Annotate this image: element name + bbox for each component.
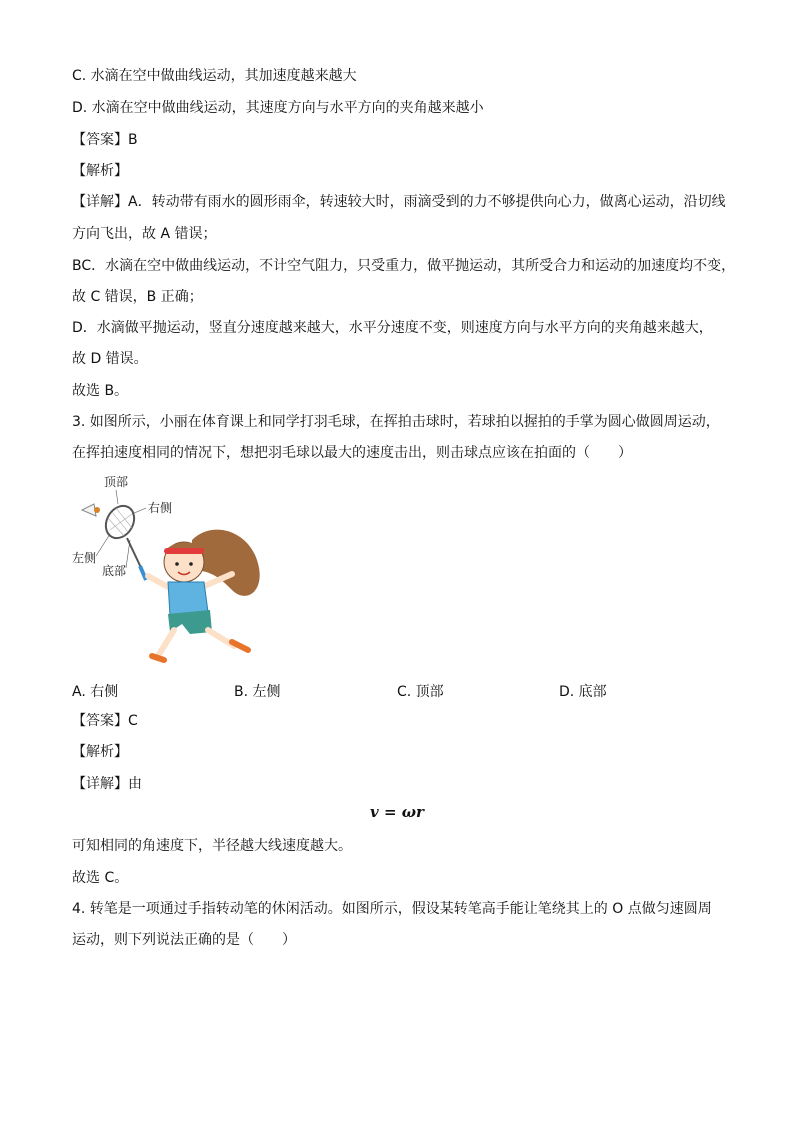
analysis-label-2: 【解析】: [72, 744, 128, 760]
detail-line-6: 故 D 错误。: [72, 351, 148, 367]
question-3-line-1: 3. 如图所示，小丽在体育课上和同学打羽毛球，在挥拍击球时，若球拍以握拍的手掌为圆心做圆周运动，: [72, 414, 720, 430]
choose-b: 故选 B。: [72, 383, 129, 399]
label-right: 右侧: [148, 501, 173, 515]
choose-c: 故选 C。: [72, 870, 129, 886]
detail-line-1: 【详解】A．转动带有雨水的圆形雨伞，转速较大时，雨滴受到的力不够提供向心力，做离心运动，沿切线: [72, 194, 726, 210]
formula: v = ωr: [370, 803, 424, 821]
detail-line-5: D．水滴做平抛运动，竖直分速度越来越大，水平分速度不变，则速度方向与水平方向的夹角越来越大，: [72, 320, 713, 336]
option-c[interactable]: C. 顶部: [397, 684, 444, 700]
label-left: 左侧: [72, 551, 97, 565]
conclusion-text: 可知相同的角速度下，半径越大线速度越大。: [72, 838, 352, 854]
answer-label-2: 【答案】C: [72, 713, 138, 729]
detail-line-4: 故 C 错误，B 正确；: [72, 289, 203, 305]
options-row: [72, 681, 732, 701]
headband-shape: [164, 548, 204, 554]
option-b[interactable]: B. 左侧: [234, 684, 281, 700]
option-d[interactable]: D. 底部: [559, 684, 607, 700]
detail-label-2: 【详解】由: [72, 776, 142, 792]
question-4-line-2: 运动，则下列说法正确的是（ ）: [72, 932, 296, 948]
badminton-figure: [72, 470, 272, 670]
option-d-text: D. 水滴在空中做曲线运动，其速度方向与水平方向的夹角越来越小: [72, 100, 484, 116]
answer-label: 【答案】B: [72, 132, 138, 148]
question-4-line-1: 4. 转笔是一项通过手指转动笔的休闲活动。如图所示，假设某转笔高手能让笔绕其上的 O 点做匀速圆周: [72, 901, 712, 917]
analysis-label: 【解析】: [72, 163, 128, 179]
label-bottom: 底部: [102, 564, 127, 578]
shuttlecock-icon: [82, 504, 100, 516]
option-c-text: C. 水滴在空中做曲线运动，其加速度越来越大: [72, 68, 357, 84]
option-a[interactable]: A. 右侧: [72, 684, 119, 700]
detail-line-2: 方向飞出，故 A 错误；: [72, 226, 217, 242]
label-top: 顶部: [104, 475, 129, 489]
question-3-line-2: 在挥拍速度相同的情况下，想把羽毛球以最大的速度击出，则击球点应该在拍面的（ ）: [72, 445, 632, 461]
detail-line-3: BC．水滴在空中做曲线运动，不计空气阻力，只受重力，做平抛运动，其所受合力和运动的加速度均不变，: [72, 258, 736, 274]
badminton-illustration: [72, 470, 272, 670]
